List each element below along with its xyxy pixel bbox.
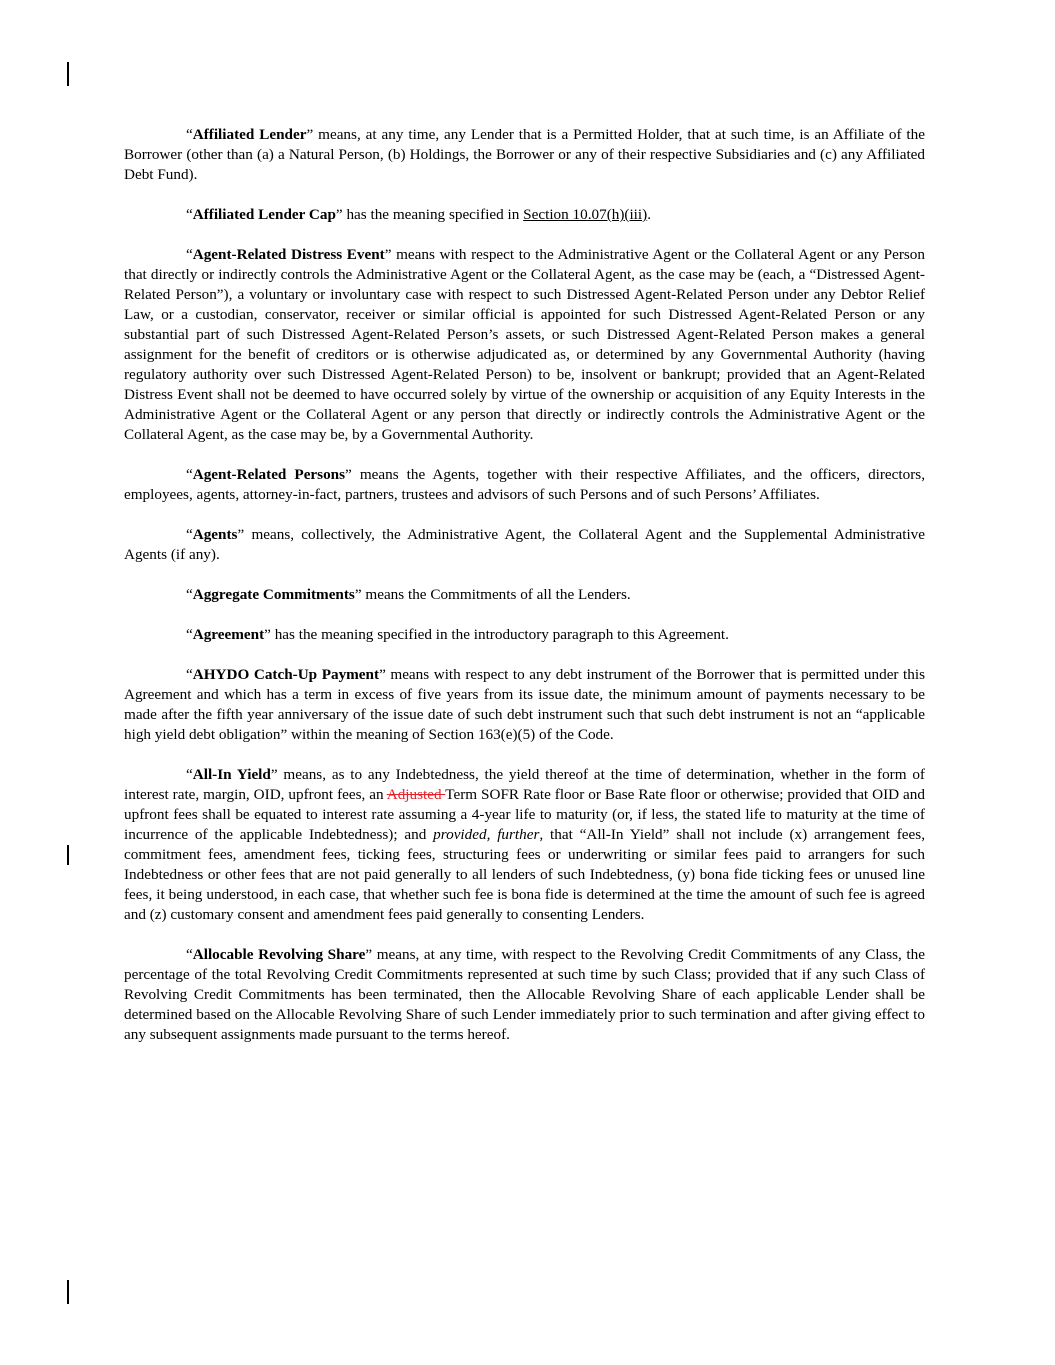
change-bar-top	[67, 62, 69, 86]
definition-affiliated-lender: “Affiliated Lender” means, at any time, any Lender that is a Permitted Holder, that at such time, is an Affiliate of the Borrower (other than (a) a Natural Person, (b) Holdings, the Borrower or any of their respective Subsidiaries and (c) any Affiliated Debt Fund).	[124, 126, 925, 183]
definition-ahydo-catch-up-payment: “AHYDO Catch-Up Payment” means with respect to any debt instrument of the Borrower that is permitted under this Agreement and which has a term in excess of five years from its issue date, the minimum amount of payments necessary to be made after the fifth year anniversary of the issue date of such debt instrument such that such debt instrument is not an “applicable high yield debt obligation” within the meaning of Section 163(e)(5) of the Code.	[124, 666, 926, 743]
defined-term: Agent-Related Persons	[192, 466, 346, 483]
defined-term: Affiliated Lender Cap	[192, 206, 336, 223]
definition-text: has the meaning specified in the introductory paragraph to this Agreement.	[270, 626, 729, 643]
definition-text: means, collectively, the Administrative Agent, the Collateral Agent and the Supplemental Administrative Agents (if any).	[124, 526, 925, 563]
definition-text: means with respect to any debt instrument of the Borrower that is permitted under this Agreement and which has a term in excess of five years from its issue date, the minimum amount of payments necessary to be made after the fifth year anniversary of the issue date of such debt instrument such that such debt instrument is not an “applicable high yield debt obligation” within the meaning of Section 163(e)(5) of the Code.	[124, 666, 926, 743]
definition-agreement: “Agreement” has the meaning specified in the introductory paragraph to this Agreement.	[186, 626, 729, 643]
definition-text: means, as to any Indebtedness, the yield thereof at the time of determination, whether in the form of interest rate, margin, OID, upfront fees, an	[124, 766, 925, 803]
definition-text: means, at any time, any Lender that is a Permitted Holder, that at such time, is an Affiliate of the Borrower (other than (a) a Natural Person, (b) Holdings, the Borrower or any of their respective Subsidiaries and (c) any Affiliated Debt Fund).	[124, 126, 925, 183]
change-bar-all-in-yield	[67, 845, 69, 865]
defined-term: Agents	[192, 526, 238, 543]
defined-term: Affiliated Lender	[192, 126, 307, 143]
change-bar-bottom	[67, 1280, 69, 1304]
definition-all-in-yield: “All-In Yield” means, as to any Indebtedness, the yield thereof at the time of determination, whether in the form of interest rate, margin, OID, upfront fees, an Adjusted Term SOFR Rate floor or Base Rate floor or otherwise; provided that OID and upfront fees shall be equated to interest rate assuming a 4-year life to maturity (or, if less, the stated life to maturity at the time of incurrence of the applicable Indebtedness); and provided, further, that “All-In Yield” shall not include (x) arrangement fees, commitment fees, amendment fees, ticking fees, structuring fees or underwriting or similar fees paid to arrangers for such Indebtedness or other fees that are not paid generally to all lenders of such Indebtedness, (y) bona fide ticking fees or unused line fees, it being understood, in each case, that whether such fee is bona fide is determined at the time the amount of such fee is agreed and (z) customary consent and amendment fees paid generally to consenting Lenders.	[124, 766, 926, 923]
definition-affiliated-lender-cap: “Affiliated Lender Cap” has the meaning specified in Section 10.07(h)(iii).	[186, 206, 651, 223]
definition-agent-related-distress-event: “Agent-Related Distress Event” means with respect to the Administrative Agent or the Collateral Agent or any Person that directly or indirectly controls the Administrative Agent or the Collateral Agent, as the case may be (each, a “Distressed Agent-Related Person”), a voluntary or involuntary case with respect to such Distressed Agent-Related Person under any Debtor Relief Law, or a custodian, conservator, receiver or similar official is appointed for such Distressed Agent-Related Person or any substantial part of such Distressed Agent-Related Person’s assets, or such Distressed Agent-Related Person makes a general assignment for the benefit of creditors or is otherwise adjudicated as, or determined by any Governmental Authority (having regulatory authority over such Distressed Agent-Related Person) to be, insolvent or bankrupt; provided that an Agent-Related Distress Event shall not be deemed to have occurred solely by virtue of the ownership or acquisition of any Equity Interests in the Administrative Agent or the Collateral Agent or any person that directly or indirectly controls the Administrative Agent or the Collateral Agent, as the case may be, by a Governmental Authority.	[124, 246, 925, 443]
definition-text: has the meaning specified in	[342, 206, 524, 223]
emphasized-text: provided, further	[433, 826, 540, 843]
definitions-list	[124, 125, 925, 1065]
defined-term: Agreement	[192, 626, 265, 643]
defined-term: Aggregate Commitments	[192, 586, 355, 603]
section-cross-reference: Section 10.07(h)(iii)	[523, 206, 648, 223]
definition-aggregate-commitments: “Aggregate Commitments” means the Commitments of all the Lenders.	[186, 586, 631, 603]
definition-text: means with respect to the Administrative Agent or the Collateral Agent or any Person that directly or indirectly controls the Administrative Agent or the Collateral Agent, as the case may be (each, a “Distressed Agent-Related Person”), a voluntary or involuntary case with respect to such Distressed Agent-Related Person under any Debtor Relief Law, or a custodian, conservator, receiver or similar official is appointed for such Distressed Agent-Related Person or any substantial part of such Distressed Agent-Related Person’s assets, or such Distressed Agent-Related Person makes a general assignment for the benefit of creditors or is otherwise adjudicated as, or determined by any Governmental Authority (having regulatory authority over such Distressed Agent-Related Person) to be, insolvent or bankrupt; provided that an Agent-Related Distress Event shall not be deemed to have occurred solely by virtue of the ownership or acquisition of any Equity Interests in the Administrative Agent or the Collateral Agent or any person that directly or indirectly controls the Administrative Agent or the Collateral Agent, as the case may be, by a Governmental Authority.	[124, 246, 925, 443]
definition-text: means the Agents, together with their respective Affiliates, and the officers, directors, employees, agents, attorney-in-fact, partners, trustees and advisors of such Persons and of such Persons’ Affiliates.	[124, 466, 925, 503]
defined-term: Agent-Related Distress Event	[192, 246, 385, 263]
definition-agent-related-persons: “Agent-Related Persons” means the Agents, together with their respective Affiliates, and the officers, directors, employees, agents, attorney-in-fact, partners, trustees and advisors of such Persons and of such Persons’ Affiliates.	[124, 466, 925, 503]
defined-term: AHYDO Catch-Up Payment	[192, 666, 380, 683]
definition-text: means, at any time, with respect to the Revolving Credit Commitments of any Class, the percentage of the total Revolving Credit Commitments represented at such time by such Class; provided that if any such Class of Revolving Credit Commitments has been terminated, then the Allocable Revolving Share of each applicable Lender shall be determined based on the Allocable Revolving Share of such Lender immediately prior to such termination and after giving effect to any subsequent assignments made pursuant to the terms hereof.	[124, 946, 925, 1043]
definition-text: means the Commitments of all the Lenders.	[361, 586, 631, 603]
defined-term: Allocable Revolving Share	[192, 946, 366, 963]
definition-agents: “Agents” means, collectively, the Administrative Agent, the Collateral Agent and the Supplemental Administrative Agents (if any).	[124, 526, 925, 563]
definition-allocable-revolving-share: “Allocable Revolving Share” means, at any time, with respect to the Revolving Credit Commitments of any Class, the percentage of the total Revolving Credit Commitments represented at such time by such Class; provided that if any such Class of Revolving Credit Commitments has been terminated, then the Allocable Revolving Share of each applicable Lender shall be determined based on the Allocable Revolving Share of such Lender immediately prior to such termination and after giving effect to any subsequent assignments made pursuant to the terms hereof.	[124, 946, 925, 1043]
deleted-text: Adjusted	[386, 786, 446, 803]
defined-term: All-In Yield	[192, 766, 271, 783]
